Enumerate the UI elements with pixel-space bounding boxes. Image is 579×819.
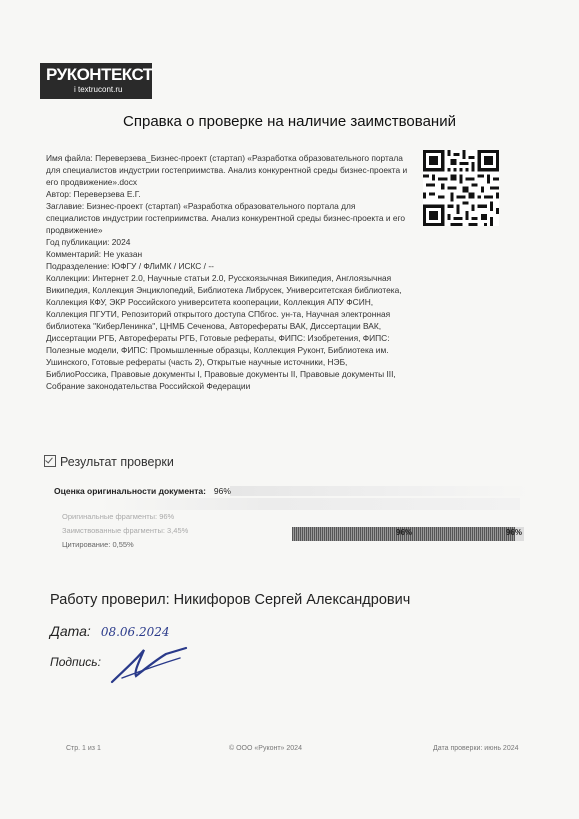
rucontext-logo [40,63,152,99]
result-section-heading [44,455,174,469]
footer-check-date: Дата проверки: июнь 2024 [433,745,519,752]
document-info [46,152,410,392]
bar-label-end: 96% [505,528,522,537]
publication-year: Год публикации: 2024 [46,237,131,247]
comment: Комментарий: Не указан [46,249,143,259]
date-value: 08.06.2024 [100,625,170,639]
logo-wordmark: РУКОНТЕКСТ [46,65,153,84]
date-label: Дата: [50,623,91,639]
logo-subtext: i textrucont.ru [74,85,123,94]
page-title: Справка о проверке на наличие заимствований [123,113,456,130]
originality-label: Оценка оригинальности документа: [54,486,206,496]
signature-image [108,642,190,686]
date-row [50,623,170,639]
author: Автор: Переверзева Е.Г. [46,189,141,199]
footer-copyright: © ООО «Руконт» 2024 [229,745,302,752]
qr-code [423,150,499,226]
checkbox-icon [44,455,56,467]
metric-original: Оригинальные фрагменты: 96% [62,512,175,521]
signature-label: Подпись: [50,655,101,669]
scan-artifact [230,486,530,496]
metric-borrowed: Заимствованные фрагменты: 3,45% [62,526,189,535]
document-heading: Заглавие: Бизнес-проект (стартап) «Разработка образовательного портала для специалистов индустрии гостеприимства. Анализ конкурентной среды бизнес-проекта и его продвижение» [46,201,406,235]
result-heading-text: Результат проверки [60,455,174,469]
collections: Коллекции: Интернет 2.0, Научные статьи 2.0, Русскоязычная Википедия, Англоязычная Википедия, Коллекция Энциклопедий, Библиотека Либрусек, Университетская библиотека, Коллекция КФУ, ЭКР Российского университета кооперации, Коллекция АПУ ФСИН, Коллекция ПГУТИ, Репозиторий открытого доступа СПбгос. ун-та, Научная электронная библиотека "КиберЛенинка", ЦНМБ Сеченова, Авторефераты ВАК, Диссертации ВАК, Диссертации РГБ, Авторефераты РГБ, Готовые рефераты, ФИПС: Изобретения, ФИПС: Полезные модели, ФИПС: Промышленные образцы, Коллекция Руконт, Библиотека им. Ушинского, Готовые рефераты (часть 2), Открытые научные источники, НЭБ, БиблиоРоссика, Правовые документы I, Правовые документы II, Правовые документы III, Собрание законодательства Российской Федерации [46,273,402,391]
originality-score [54,486,231,496]
originality-bar [292,527,524,541]
scan-artifact [100,498,520,510]
originality-value: 96% [213,486,231,496]
division: Подразделение: ЮФГУ / ФЛиМК / ИСКС / -- [46,261,214,271]
metrics-list [62,510,188,552]
bar-label-center: 96% [396,528,413,537]
footer-page-number: Стр. 1 из 1 [66,745,101,752]
checked-by: Работу проверил: Никифоров Сергей Александрович [50,592,411,608]
file-name: Имя файла: Переверзева_Бизнес-проект (стартап) «Разработка образовательного портала для специалистов индустрии гостеприимства. Анализ конкурентной среды бизнес-проекта и его продвижение».docx [46,153,408,187]
metric-citation: Цитирование: 0,55% [62,540,134,549]
